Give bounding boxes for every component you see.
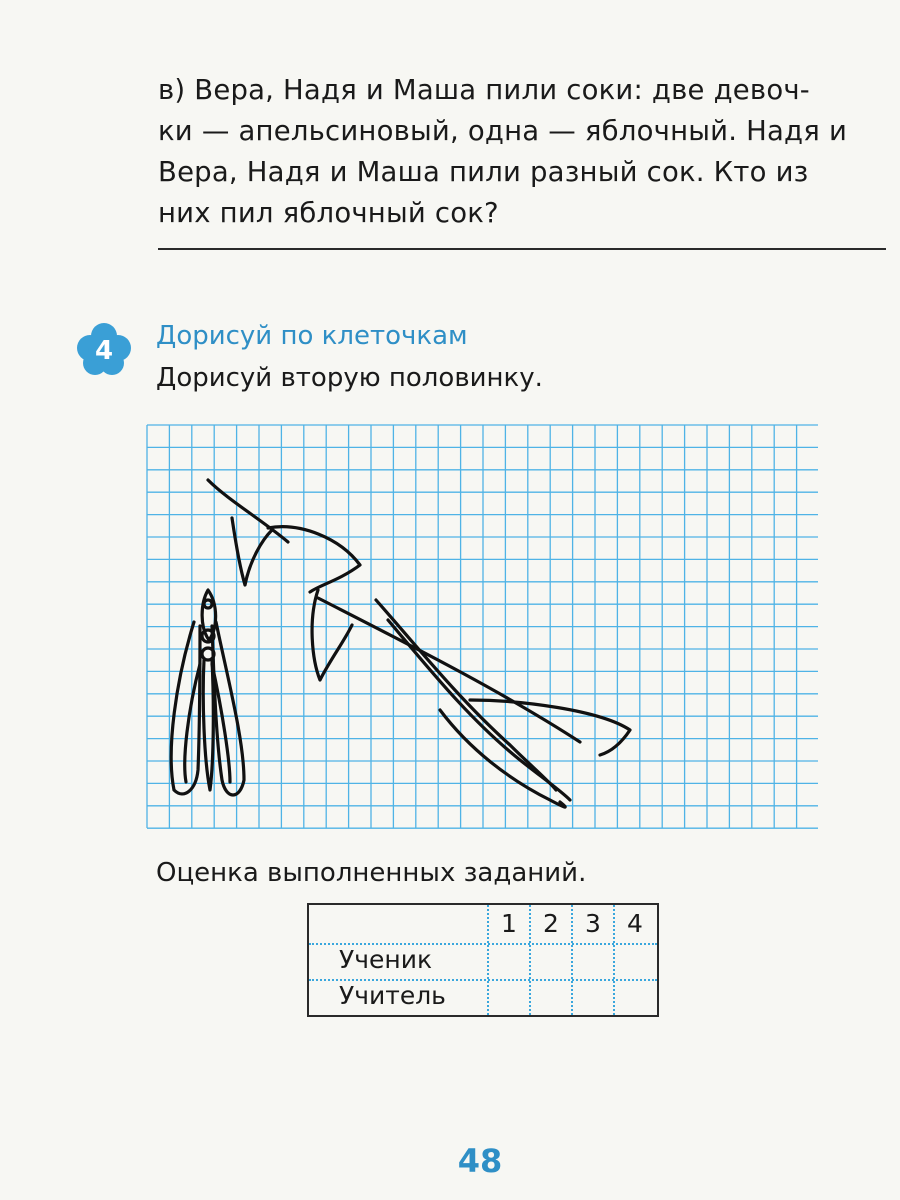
half-drawing	[171, 480, 630, 807]
page-number: 48	[457, 1142, 503, 1180]
column-header: 1	[501, 909, 517, 938]
task-v-line: ки — апельсиновый, одна — яблочный. Надя и	[158, 115, 848, 147]
column-header: 2	[543, 909, 559, 938]
row-label-teacher: Учитель	[339, 981, 446, 1010]
instruction-text: Дорисуй вторую половинку.	[156, 363, 543, 393]
task-v-line: в) Вера, Надя и Маша пили соки: две девоч-	[158, 74, 810, 106]
section-title: Дорисуй по клеточкам	[156, 321, 468, 351]
task-v-line: них пил яблочный сок?	[158, 197, 499, 229]
fish-tail-tip	[440, 710, 565, 807]
grid-lines	[147, 425, 818, 828]
dragonfly-body	[203, 660, 213, 790]
row-label-student: Ученик	[339, 945, 433, 974]
grading-table	[307, 903, 659, 1017]
task-v-line: Вера, Надя и Маша пили разный сок. Кто из	[158, 156, 809, 188]
fish-fin-top	[232, 518, 272, 585]
column-header: 3	[585, 909, 601, 938]
grading-title: Оценка выполненных заданий.	[156, 858, 587, 888]
fish-head-stroke	[208, 480, 288, 542]
column-header: 4	[627, 909, 643, 938]
section-number: 4	[94, 336, 114, 366]
